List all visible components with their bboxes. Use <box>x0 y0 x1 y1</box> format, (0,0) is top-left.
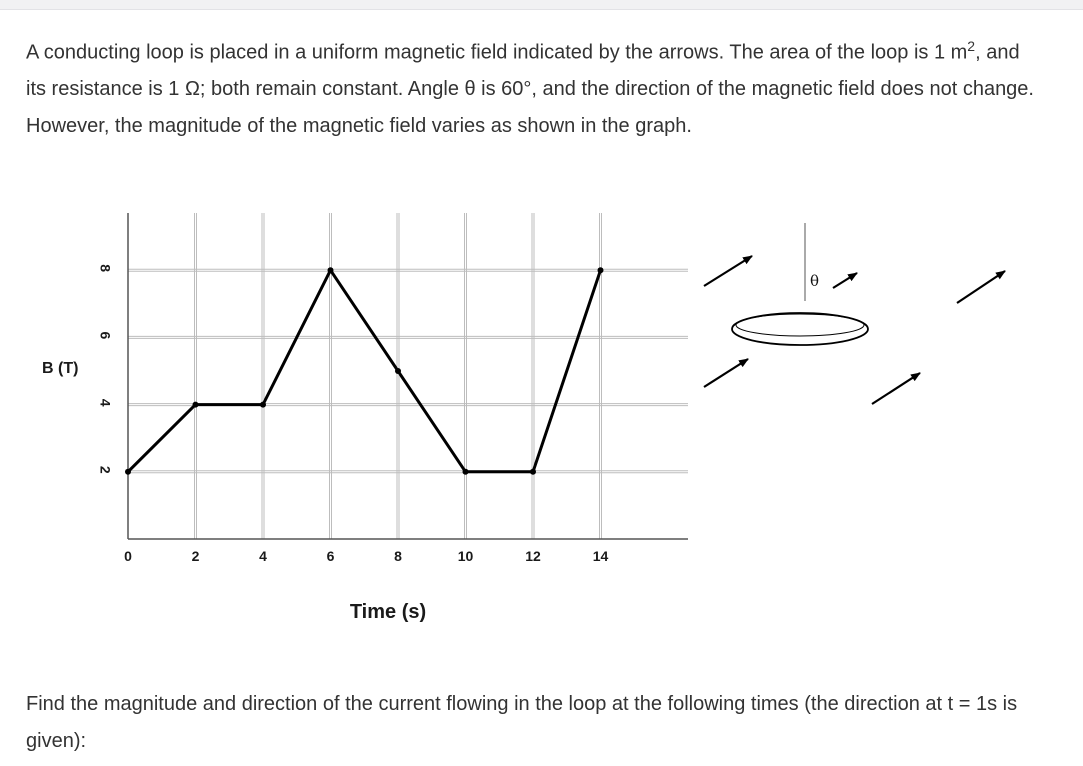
data-point <box>125 469 131 475</box>
y-tick-label: 8 <box>97 264 114 273</box>
data-point <box>395 368 401 374</box>
field-arrow <box>957 271 1005 303</box>
figure-panel <box>26 209 1031 639</box>
loop-diagram <box>704 223 1005 404</box>
data-point <box>463 469 469 475</box>
x-tick-label: 8 <box>394 548 402 564</box>
x-tick-label: 12 <box>525 548 541 564</box>
x-tick-label: 0 <box>124 548 132 564</box>
series-line <box>128 270 601 472</box>
field-arrow-at-loop <box>833 273 857 288</box>
chart-axes <box>128 213 688 539</box>
problem-intro-part1: A conducting loop is placed in a uniform magnetic field indicated by the arrows. The area of the loop is 1 m <box>26 41 968 64</box>
x-tick-label: 10 <box>457 548 474 564</box>
field-arrow <box>704 256 752 286</box>
question-text: Find the magnitude and direction of the current flowing in the loop at the following times (the direction at t = 1s is given): <box>26 693 1018 752</box>
top-bar <box>0 0 1083 10</box>
x-axis-label: Time (s) <box>349 601 427 623</box>
x-tick-label: 2 <box>191 548 200 564</box>
x-tick-label: 6 <box>326 548 335 564</box>
b-vs-time-chart <box>26 209 1031 639</box>
problem-intro <box>26 28 1036 144</box>
data-point <box>530 469 536 475</box>
data-point <box>260 402 266 408</box>
x-tick-label: 4 <box>259 548 267 564</box>
y-tick-label: 6 <box>97 331 114 340</box>
chart-grid <box>128 213 688 539</box>
data-point <box>193 402 199 408</box>
y-tick-label: 2 <box>97 465 114 474</box>
problem-intro-part2: , and its resistance is 1 Ω; both remain constant. Angle θ is 60°, and the direction of the magnetic field does not change. However, the magnitude of the magnetic field varies as shown in the graph. <box>26 41 1034 137</box>
problem-intro-superscript: 2 <box>967 38 976 54</box>
x-tick-label: 14 <box>592 548 609 564</box>
field-arrow <box>872 373 920 404</box>
y-tick-label: 4 <box>97 398 114 407</box>
data-point <box>328 267 334 273</box>
field-arrow <box>704 359 748 387</box>
y-axis-label: B (T) <box>42 360 79 377</box>
theta-label: θ <box>810 272 820 290</box>
data-point <box>598 267 604 273</box>
